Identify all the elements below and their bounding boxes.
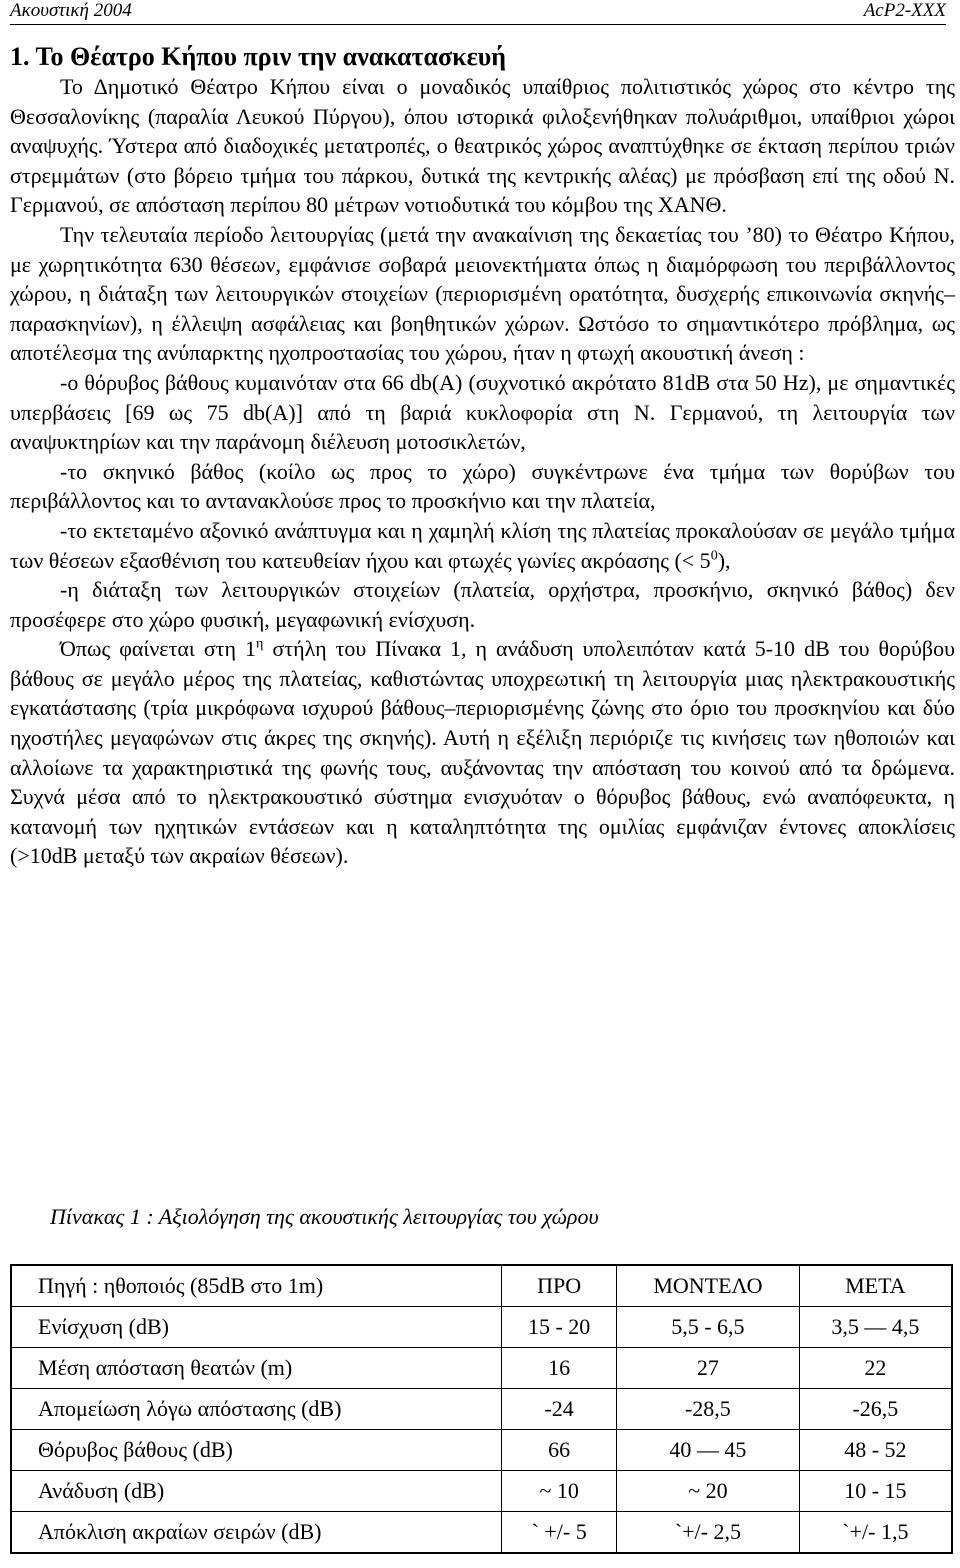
table-cell: `+/- 1,5 [799, 1512, 952, 1554]
paragraph-1: Το Δημοτικό Θέατρο Κήπου είναι ο μοναδικός υπαίθριος πολιτιστικός χώρος στο κέντρο της Θεσσαλονίκης (παραλία Λευκού Πύργου), όπου ιστορικά φιλοξενήθηκαν πολυάριθμοι, υπαίθριοι χώροι αναψυχής. Ύστερα από διαδοχικές μετατροπές, ο θεατρικός χώρος αναπτύχθηκε σε έκταση περίπου τριών στρεμμάτων (στο βόρειο τμήμα του πάρκου, δυτικά της κεντρικής αλέας) με πρόσβαση επί της οδού Ν. Γερμανού, σε απόσταση περίπου 80 μέτρων νοτιοδυτικά του κόμβου της ΧΑΝΘ. [10, 74, 955, 218]
paragraph-2: Την τελευταία περίοδο λειτουργίας (μετά την ανακαίνιση της δεκαετίας του ’80) το Θέατρο Κήπου, με χωρητικότητα 630 θέσεων, εμφάνισε σοβαρά μειονεκτήματα όπως η διαμόρφωση του περιβάλλοντος χώρου, η διάταξη των λειτουργικών στοιχείων (περιορισμένη ορατότητα, δυσχερής επικοινωνία σκηνής–παρασκηνίων), η έλλειψη ασφάλειας και βοηθητικών χώρων. Ωστόσο το σημαντικότερο πρόβλημα, ως αποτέλεσμα της ανύπαρκτης ηχοπροστασίας του χώρου, ήταν η φτωχή ακουστική άνεση : [10, 221, 955, 366]
paragraph-4: -το σκηνικό βάθος (κοίλο ως προς το χώρο) συγκέντρωνε ένα τμήμα των θορύβων του περιβάλλοντος και το αντανακλούσε προς το προσκήνιο και την πλατεία, [10, 458, 955, 514]
table-caption: Πίνακας 1 : Αξιολόγηση της ακουστικής λειτουργίας του χώρου [50, 1204, 599, 1229]
table-cell: 3,5 — 4,5 [799, 1307, 952, 1348]
table-row [11, 1348, 952, 1389]
table-cell: 48 - 52 [799, 1430, 952, 1471]
table-header-row [11, 1265, 952, 1307]
table-cell: 16 [502, 1348, 617, 1389]
paragraph-5-text: -το εκτεταμένο αξονικό ανάπτυγμα και η χαμηλή κλίση της πλατείας προκαλούσαν σε μεγάλο τμήμα των θέσεων εξασθένιση του κατευθείαν ήχου και φτωχές γωνίες ακρόασης (< 5 [10, 517, 955, 573]
header-cell: ΜΟΝΤΕΛΟ [617, 1265, 800, 1307]
table-row [11, 1307, 952, 1348]
table-row [11, 1471, 952, 1512]
row-label: Απόκλιση ακραίων σειρών (dB) [11, 1512, 502, 1554]
row-label: Θόρυβος βάθους (dB) [11, 1430, 502, 1471]
table-cell: `+/- 2,5 [617, 1512, 800, 1554]
header-left: Ακουστική 2004 [10, 0, 132, 21]
row-label: Ενίσχυση (dB) [11, 1307, 502, 1348]
evaluation-table [10, 1264, 953, 1554]
header-cell: ΠΡΟ [502, 1265, 617, 1307]
header-cell: Πηγή : ηθοποιός (85dB στο 1m) [11, 1265, 502, 1307]
page-header [10, 0, 946, 25]
table-cell: -28,5 [617, 1389, 800, 1430]
table-cell: -24 [502, 1389, 617, 1430]
paragraph-7-start: Όπως φαίνεται στη 1 [60, 636, 257, 662]
paragraph-6: -η διάταξη των λειτουργικών στοιχείων (πλατεία, ορχήστρα, προσκήνιο, σκηνικό βάθος) δεν προσέφερε στο χώρο φυσική, μεγαφωνική ενίσχυση. [10, 577, 955, 632]
row-label: Απομείωση λόγω απόστασης (dB) [11, 1389, 502, 1430]
table-cell: 15 - 20 [502, 1307, 617, 1348]
table-row [11, 1389, 952, 1430]
main-content [10, 42, 955, 871]
paragraph-7 [10, 634, 955, 871]
table-row [11, 1512, 952, 1554]
row-label: Ανάδυση (dB) [11, 1471, 502, 1512]
table-cell: -26,5 [799, 1389, 952, 1430]
header-right: AcP2-XXX [863, 0, 946, 21]
table-cell: ` +/- 5 [502, 1512, 617, 1554]
table-row [11, 1430, 952, 1471]
row-label: Μέση απόσταση θεατών (m) [11, 1348, 502, 1389]
table-cell: 22 [799, 1348, 952, 1389]
paragraph-5 [10, 516, 955, 575]
table-cell: ~ 20 [617, 1471, 800, 1512]
paragraph-5-end: ), [717, 547, 731, 573]
paragraph-7-text: στήλη του Πίνακα 1, η ανάδυση υπολειπόταν κατά 5-10 dB του θορύβου βάθους σε μεγάλο μέρος της πλατείας, καθιστώντας υποχρεωτική τη λειτουργία μιας ηλεκτρακουστικής εγκατάστασης (τρία μικρόφωνα ισχυρού βάθους–περιορισμένης ζώνης στο όριο του προσκηνίου και δύο ηχοστήλες μεγαφώνων στις άκρες της σκηνής). Αυτή η εξέλιξη περιόριζε τις κινήσεις των ηθοποιών και αλλοίωνε τα χαρακτηριστικά της φωνής τους, αυξάνοντας την απόσταση του κοινού από τα δρώμενα. Συχνά μέσα από το ηλεκτρακουστικό σύστημα ενισχυόταν ο θόρυβος βάθους, ενώ αναπόφευκτα, η κατανομή των ηχητικών εντάσεων και η καταληπτότητα της ομιλίας εμφάνιζαν έντονες αποκλίσεις (>10dB μεταξύ των ακραίων θέσεων). [10, 636, 955, 869]
paragraph-5-sup: 0 [710, 548, 718, 564]
table-cell: 40 — 45 [617, 1430, 800, 1471]
table-cell: ~ 10 [502, 1471, 617, 1512]
table-cell: 27 [617, 1348, 800, 1389]
table-cell: 66 [502, 1430, 617, 1471]
paragraph-3: -ο θόρυβος βάθους κυμαινόταν στα 66 db(A) (συχνοτικό ακρότατο 81dB στα 50 Hz), με σημαντικές υπερβάσεις [69 ως 75 db(A)] από τη βαριά κυκλοφορία στη Ν. Γερμανού, τη λειτουργία των αναψυκτηρίων και την παράνομη διέλευση μοτοσικλετών, [10, 369, 955, 455]
table-cell: 10 - 15 [799, 1471, 952, 1512]
section-title: 1. Το Θέατρο Κήπου πριν την ανακατασκευή [10, 42, 506, 71]
table-cell: 5,5 - 6,5 [617, 1307, 800, 1348]
paragraph-7-sup: η [256, 636, 264, 652]
header-cell: ΜΕΤΑ [799, 1265, 952, 1307]
